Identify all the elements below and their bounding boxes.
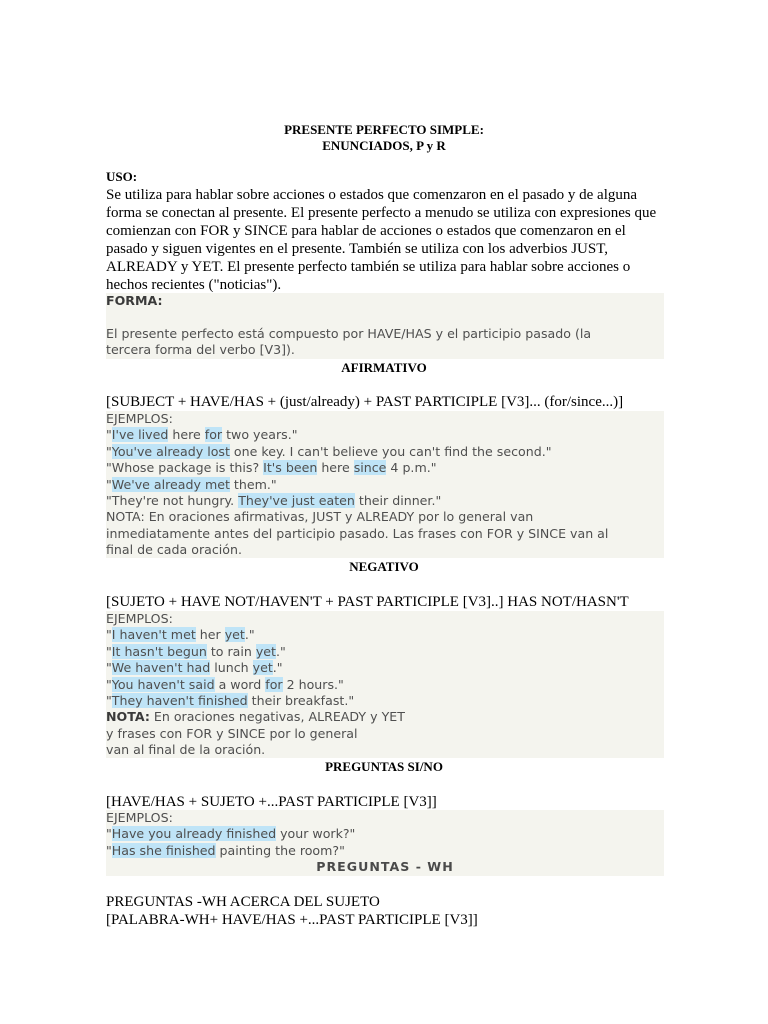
- title-line-2: ENUNCIADOS, P y R: [322, 138, 446, 153]
- afirmativo-examples-box: [106, 411, 664, 558]
- uso-section: [106, 168, 666, 294]
- highlight: for: [204, 427, 223, 443]
- highlight: since: [353, 460, 387, 476]
- highlight: You've already lost: [111, 443, 230, 459]
- uso-paragraph-line: hechos recientes ("noticias").: [106, 277, 282, 293]
- example-sentence: "We've already met them.": [106, 476, 277, 492]
- example-sentence: "We haven't had lunch yet.": [106, 660, 283, 676]
- example-sentence: "Has she finished painting the room?": [106, 842, 345, 858]
- nota-line: final de cada oración.: [106, 542, 242, 558]
- example-sentence: "Have you already finished your work?": [106, 826, 356, 842]
- forma-text-line: tercera forma del verbo [V3]).: [106, 342, 295, 358]
- forma-label: FORMA:: [106, 293, 163, 308]
- highlight: They haven't finished: [111, 693, 248, 709]
- uso-paragraph-line: forma se conectan al presente. El presente perfecto a menudo se utiliza con expresiones que: [106, 205, 657, 221]
- uso-label: USO:: [106, 169, 138, 184]
- uso-paragraph-line: comienzan con FOR y SINCE para hablar de acciones o estados que comenzaron en el: [106, 223, 626, 239]
- highlight: yet: [252, 660, 273, 676]
- highlight: I've lived: [111, 427, 169, 443]
- highlight: Has she finished: [111, 842, 216, 858]
- preguntas-wh-label: PREGUNTAS - WH: [316, 859, 454, 875]
- highlight: We've already met: [111, 476, 230, 492]
- preguntas-wh-sujeto-heading: PREGUNTAS -WH ACERCA DEL SUJETO: [106, 894, 380, 910]
- highlight: for: [265, 676, 283, 692]
- example-sentence: "You haven't said a word for 2 hours.": [106, 676, 344, 692]
- uso-paragraph-line: Se utiliza para hablar sobre acciones o estados que comenzaron en el pasado y de alguna: [106, 187, 638, 203]
- example-sentence: "You've already lost one key. I can't believe you can't find the second.": [106, 443, 552, 459]
- example-sentence: "Whose package is this? It's been here since 4 p.m.": [106, 460, 437, 476]
- highlight: yet: [224, 627, 245, 643]
- highlight: Have you already finished: [111, 826, 277, 842]
- highlight: It's been: [263, 460, 318, 476]
- forma-text-line: El presente perfecto está compuesto por HAVE/HAS y el participio pasado (la: [106, 325, 592, 341]
- afirmativo-heading: AFIRMATIVO: [341, 360, 427, 375]
- example-sentence: "I haven't met her yet.": [106, 627, 255, 643]
- document-title: [106, 122, 662, 154]
- highlight: You haven't said: [111, 676, 215, 692]
- afirmativo-formula: [SUBJECT + HAVE/HAS + (just/already) + PAST PARTICIPLE [V3]... (for/since...)]: [106, 394, 624, 410]
- examples-label: EJEMPLOS:: [106, 810, 173, 825]
- nota-line: NOTA: En oraciones afirmativas, JUST y ALREADY por lo general van: [106, 509, 534, 525]
- negativo-formula: [SUJETO + HAVE NOT/HAVEN'T + PAST PARTICIPLE [V3]..] HAS NOT/HASN'T: [106, 594, 629, 610]
- negativo-heading: NEGATIVO: [349, 559, 419, 574]
- highlight: We haven't had: [111, 660, 211, 676]
- uso-paragraph-line: pasado y siguen vigentes en el presente. También se utiliza con los adverbios JUST,: [106, 241, 609, 257]
- highlight: yet: [255, 643, 276, 659]
- highlight: I haven't met: [111, 627, 196, 643]
- nota-line: y frases con FOR y SINCE por lo general: [106, 725, 358, 741]
- nota-label: NOTA:: [106, 709, 150, 725]
- preguntas-si-no-formula: [HAVE/HAS + SUJETO +...PAST PARTICIPLE [V3]]: [106, 794, 437, 810]
- examples-label: EJEMPLOS:: [106, 611, 173, 626]
- nota-line: inmediatamente antes del participio pasado. Las frases con FOR y SINCE van al: [106, 525, 609, 541]
- title-line-1: PRESENTE PERFECTO SIMPLE:: [284, 122, 484, 137]
- example-sentence: "They haven't finished their breakfast.": [106, 693, 355, 709]
- example-sentence: "I've lived here for two years.": [106, 427, 298, 443]
- nota-line: NOTA: En oraciones negativas, ALREADY y YET: [106, 709, 405, 725]
- forma-box: [106, 293, 664, 359]
- example-sentence: "It hasn't begun to rain yet.": [106, 643, 286, 659]
- example-sentence: "They're not hungry. They've just eaten their dinner.": [106, 493, 442, 509]
- highlight: They've just eaten: [238, 493, 355, 509]
- highlight: It hasn't begun: [111, 643, 207, 659]
- nota-line: van al final de la oración.: [106, 742, 266, 758]
- examples-label: EJEMPLOS:: [106, 411, 173, 426]
- preguntas-wh-formula: [PALABRA-WH+ HAVE/HAS +...PAST PARTICIPLE [V3]]: [106, 912, 478, 928]
- uso-paragraph-line: ALREADY y YET. El presente perfecto también se utiliza para hablar sobre acciones o: [106, 259, 631, 275]
- preguntas-si-no-heading: PREGUNTAS SI/NO: [325, 759, 443, 774]
- preguntas-si-no-examples-box: [106, 810, 664, 876]
- negativo-examples-box: [106, 611, 664, 758]
